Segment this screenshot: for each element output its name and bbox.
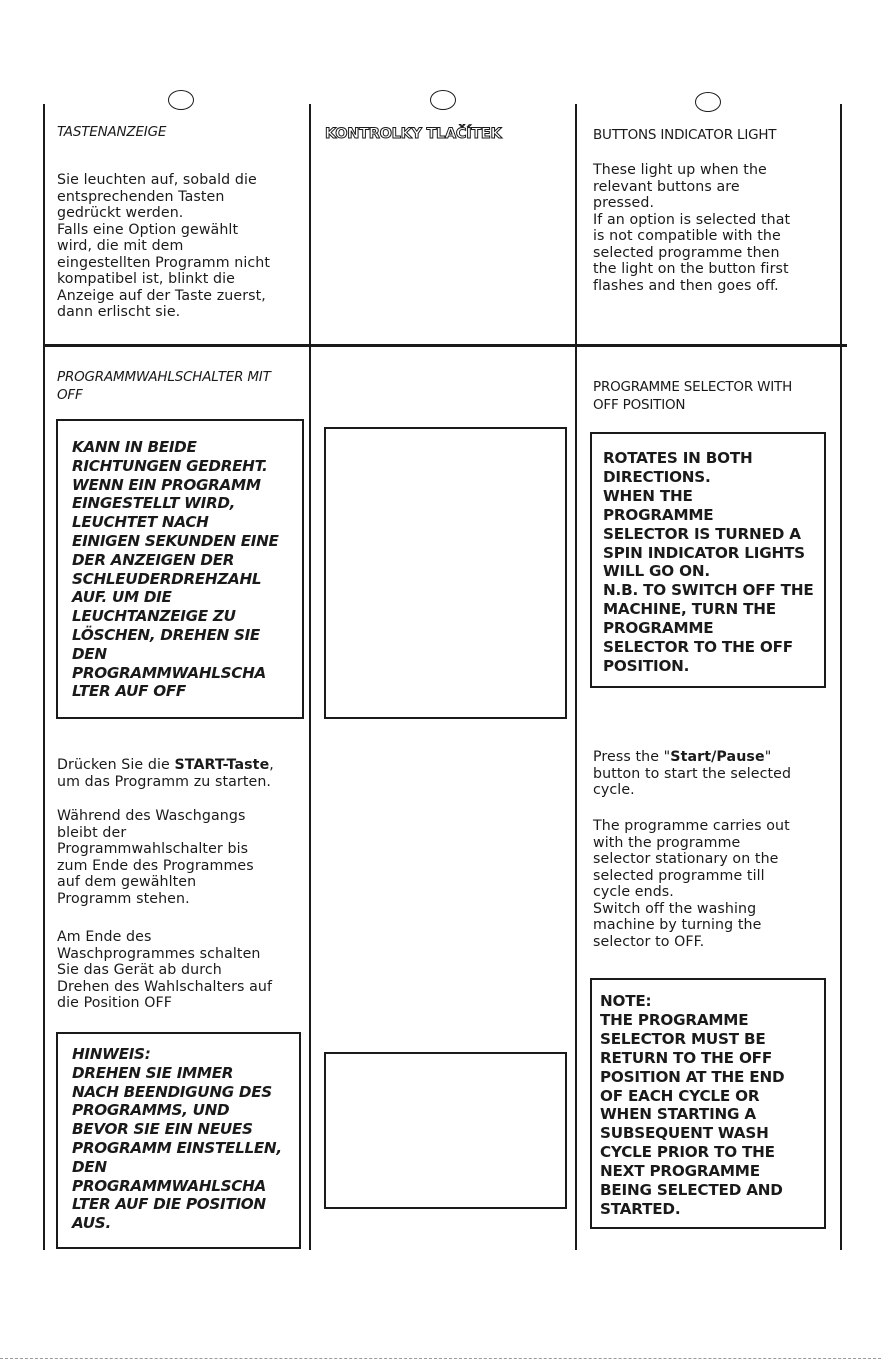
de-selector-note-text: KANN IN BEIDE RICHTUNGEN GEDREHT. WENN EIN PROGRAMM EINGESTELLT WIRD, LEUCHTET NACH EINIGEN SEKUNDEN EINE DER ANZEIGEN DER SCHLEUDERDREHZAHL AUF. UM DIE LEUCHTANZEIGE ZU LÖSCHEN, DREHEN SIE DEN PROGRAMMWAHLSCHA LTER AUF OFF xyxy=(72,438,279,701)
language-flag-circle-de xyxy=(168,90,194,110)
de-selector-note-box xyxy=(56,419,304,719)
cz-section-title-buttons: KONTROLKY TLAČÍTEK xyxy=(325,126,502,142)
en-start-pre: Press the " xyxy=(593,749,671,765)
de-cycle-text: Während des Waschgangs bleibt der Programmwahlschalter bis zum Ende des Programmes auf dem gewählten Programm stehen. xyxy=(57,808,254,907)
en-section-title-selector: PROGRAMME SELECTOR WITH OFF POSITION xyxy=(593,379,793,413)
en-start-instruction xyxy=(593,749,833,799)
de-section-title-buttons: TASTENANZEIGE xyxy=(57,124,167,140)
de-buttons-text: Sie leuchten auf, sobald die entsprechenden Tasten gedrückt werden. Falls eine Option gewählt wird, die mit dem eingestellten Programm nicht kompatibel ist, blinkt die Anzeige auf der Taste zuerst, dann erlischt sie. xyxy=(57,172,271,320)
en-start-post: " button to start the selected cycle. xyxy=(593,749,792,798)
de-warning-text: HINWEIS: DREHEN SIE IMMER NACH BEENDIGUNG DES PROGRAMMS, UND BEVOR SIE EIN NEUES PROGRAMM EINSTELLEN, DEN PROGRAMMWAHLSCHA LTER AUF DIE POSITION AUS. xyxy=(72,1045,282,1233)
de-warning-box xyxy=(56,1032,301,1249)
en-warning-text: NOTE: THE PROGRAMME SELECTOR MUST BE RETURN TO THE OFF POSITION AT THE END OF EACH CYCLE OR WHEN STARTING A SUBSEQUENT WASH CYCLE PRIOR TO THE NEXT PROGRAMME BEING SELECTED AND STARTED. xyxy=(600,992,785,1218)
en-warning-box xyxy=(590,978,826,1229)
en-selector-note-text: ROTATES IN BOTH DIRECTIONS. WHEN THE PROGRAMME SELECTOR IS TURNED A SPIN INDICATOR LIGHTS WILL GO ON. N.B. TO SWITCH OFF THE MACHINE, TURN THE PROGRAMME SELECTOR TO THE OFF POSITION. xyxy=(603,449,814,675)
de-section-title-selector: PROGRAMMWAHLSCHALTER MIT OFF xyxy=(57,369,271,403)
en-section-title-buttons: BUTTONS INDICATOR LIGHT xyxy=(593,127,777,143)
en-selector-note-box xyxy=(590,432,826,688)
de-start-instruction xyxy=(57,757,307,790)
page-bottom-edge xyxy=(0,1358,881,1359)
en-cycle-text: The programme carries out with the programme selector stationary on the selected programme till cycle ends. Switch off the washing machine by turning the selector to OFF. xyxy=(593,818,790,950)
de-start-key-label: START-Taste xyxy=(174,757,270,773)
de-start-post: , um das Programm zu starten. xyxy=(57,757,274,790)
column-divider-middle-left xyxy=(309,104,311,1250)
en-buttons-text: These light up when the relevant buttons are pressed. If an option is selected that is not compatible with the selected programme then the light on the button first flashes and then goes off. xyxy=(593,162,791,294)
column-divider-right xyxy=(840,104,842,1250)
language-flag-circle-cz xyxy=(430,90,456,110)
column-divider-left xyxy=(43,104,45,1250)
en-start-key-label: Start/Pause xyxy=(670,749,765,765)
de-end-text: Am Ende des Waschprogrammes schalten Sie das Gerät ab durch Drehen des Wahlschalters auf die Position OFF xyxy=(57,929,273,1011)
de-start-pre: Drücken Sie die xyxy=(57,757,175,773)
language-flag-circle-en xyxy=(695,92,721,112)
section-divider xyxy=(43,344,847,347)
cz-warning-box xyxy=(324,1052,567,1209)
column-divider-middle-right xyxy=(575,104,577,1250)
cz-selector-note-box xyxy=(324,427,567,719)
